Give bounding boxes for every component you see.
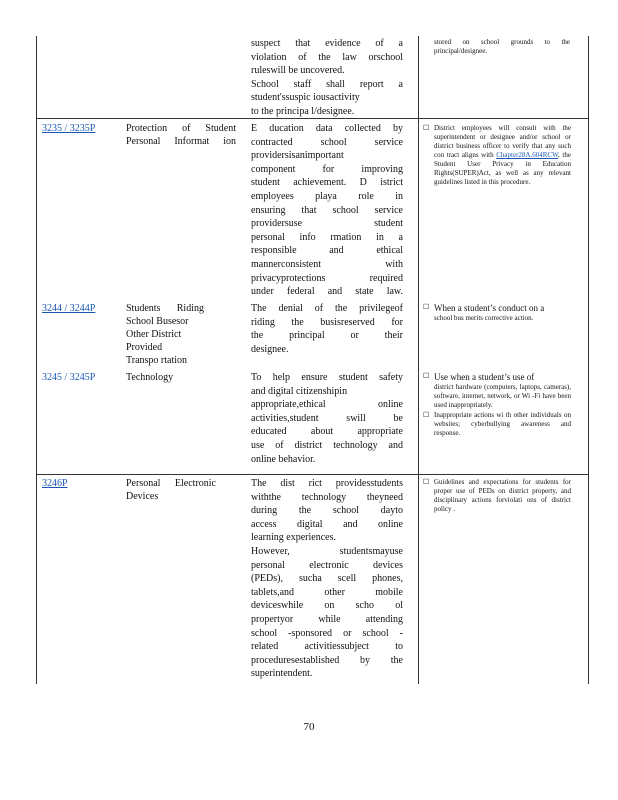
procedure-item: ☐ Guidelines and expectations for students for proper use of PEDs on district property, and disciplinary actions forviolati ons of district policy . [423,478,571,513]
checkbox-icon: ☐ [423,303,430,311]
row-divider [36,474,588,475]
procedure-item: ☐ District employees will consult with the superintendent or designee and/or school or district business officer to verify that any such con tract aligns with Chapter28A.604RCW, the Student User Privacy in Education Rights(SUPER)Act, as well as any relevant guidelines listed in this procedure. [423,124,571,186]
checkbox-icon: ☐ [423,478,430,486]
procedure-notes: stored on school grounds to the principal/designee. [434,38,570,55]
procedure-item: ☐ Use when a student’s use of district hardware (computers, laptops, cameras), software, internet, network, or Wi -Fi have been used inappropriately. [423,372,571,409]
table-border-left [36,36,37,684]
policy-description: The denial of the privilegeof riding the busisreserved for the principal or their designee. [251,303,403,355]
procedure-notes [423,372,571,439]
policy-description: suspect that evidence of a violation of the law orschool ruleswill be uncovered. School staff shall report a student'ssuspic iousactivity to the principa l/designee. [251,38,403,117]
policy-title: Technology [126,372,174,383]
procedure-notes [423,478,571,515]
policy-code-link[interactable]: 3246P [42,478,68,489]
policy-code: 3245 / 3245P [42,372,96,383]
policy-title: Students Riding School Busesor Other District Provided Transpo rtation [126,303,204,366]
page-number: 70 [303,721,315,733]
policy-description: The dist rict providesstudents withthe technology theyneed during the school dayto access digital and online learning experiences. However, studentsmayuse personal electronic devices (PEDs), sucha scell phones, tablets,and other mobile deviceswhile on scho ol propertyor while attending school -sponsored or school - related activitiessubject to proceduresestablished by the superintendent. [251,478,403,680]
policy-description: To help ensure student safety and digital citizenshipin appropriate,ethical online activities,student swill be educated about appropriate use of district technology and online behavior. [251,372,403,465]
policy-code-link[interactable]: 3244 / 3244P [42,303,96,314]
checkbox-icon: ☐ [423,124,430,132]
procedure-item: ☐ Inappropriate actions wi th other individuals on websites; cyberbullying awareness and response. [423,411,571,437]
table-border-right [588,36,589,684]
policy-title: Personal Electronic Devices [126,478,216,502]
policy-code-link[interactable]: 3235 / 3235P [42,123,96,134]
policy-title: Protection of Student Personal Informat ion [126,123,236,147]
checkbox-icon: ☐ [423,372,430,380]
rcw-link[interactable]: Chapter28A.604RCW [496,151,559,159]
procedure-notes [423,303,571,324]
procedure-item: ☐ When a student’s conduct on a school bus merits corrective action. [423,303,545,322]
procedure-notes [423,124,571,188]
checkbox-icon: ☐ [423,411,430,419]
table-divider [418,36,419,684]
policy-description: E ducation data collected by contracted school service providersisanimportant component for improving student achievement. D istrict employees playa role in ensuring that school service providersuse student personal info rmation in a responsible and ethical mannerconsistent with privacyprotections required under federal and state law. [251,123,403,298]
